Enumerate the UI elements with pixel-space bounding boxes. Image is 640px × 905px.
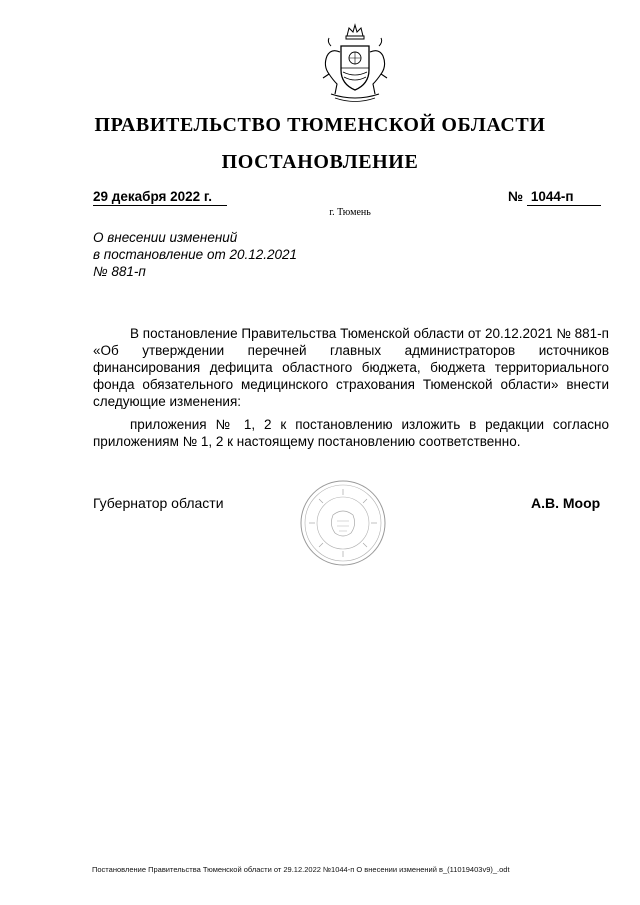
signer-name: А.В. Моор [531, 495, 601, 511]
subject-line: в постановление от 20.12.2021 [93, 247, 298, 262]
document-subject [93, 229, 393, 280]
subject-line: № 881-п [93, 264, 146, 279]
body-paragraph: приложения № 1, 2 к постановлению изложить в редакции согласно приложениям № 1, 2 к настоящему постановлению соответственно. [93, 417, 609, 449]
document-city: г. Тюмень [329, 207, 371, 218]
subject-line: О внесении изменений [93, 230, 238, 245]
document-footer: Постановление Правительства Тюменской области от 29.12.2022 №1044-п О внесении изменений в_(11019403v9)_.odt [92, 865, 510, 874]
document-number [508, 188, 605, 206]
seal-stamp-icon [299, 479, 387, 567]
body-paragraph: В постановление Правительства Тюменской области от 20.12.2021 № 881-п «Об утверждении перечней главных администраторов источников финансирования дефицита областного бюджета, бюджета территориального фонда обязательного медицинского страхования Тюменской области» внести следующие изменения: [93, 326, 609, 409]
coat-of-arms-icon [313, 22, 397, 106]
number-prefix: № [508, 189, 524, 204]
document-type-title: ПОСТАНОВЛЕНИЕ [221, 151, 419, 173]
document-date: 29 декабря 2022 г. [93, 188, 227, 206]
government-title: ПРАВИТЕЛЬСТВО ТЮМЕНСКОЙ ОБЛАСТИ [94, 114, 546, 136]
signer-title: Губернатор области [93, 495, 224, 511]
number-value: 1044-п [527, 188, 601, 206]
document-body [93, 325, 609, 450]
